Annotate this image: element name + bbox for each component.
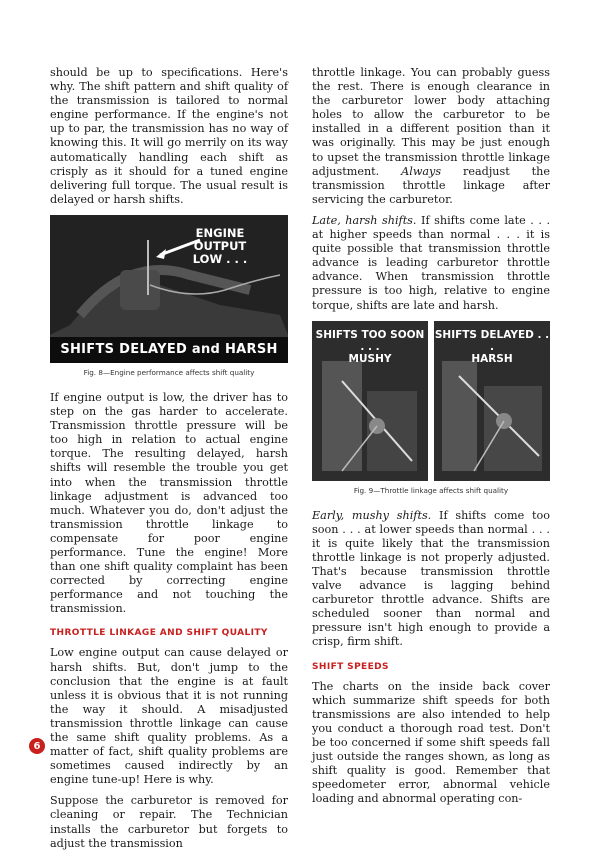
figure-9	[312, 321, 550, 495]
figure-8	[50, 215, 288, 377]
title-line: MUSHY	[348, 352, 392, 365]
emphasis: Early, mushy shifts.	[312, 508, 432, 522]
figure-9-left-title	[312, 329, 428, 365]
callout-line: ENGINE OUTPUT	[193, 225, 247, 253]
paragraph: If engine output is low, the driver has to step on the gas harder to accelerate. Transmission throttle pressure will be too high in relation to actual engine torque. The resulting delayed, harsh shifts will resemble the trouble you get into when the transmission throttle linkage adjustment is advanced too much. Whatever you do, don't adjust the transmission throttle linkage to compensate for poor engine performance. Tune the engine! More than one shift quality complaint has been corrected by correcting engine performance and not touching the transmission.	[50, 390, 288, 616]
figure-9-caption: Fig. 9—Throttle linkage affects shift quality	[353, 485, 509, 495]
figure-9-left-panel	[312, 321, 428, 481]
figure-8-caption: Fig. 8—Engine performance affects shift quality	[83, 367, 255, 377]
paragraph: Suppose the carburetor is removed for cleaning or repair. The Technician installs the carburetor but forgets to adjust the transmission	[50, 794, 288, 850]
figure-9-right-panel	[434, 321, 550, 481]
paragraph	[312, 66, 550, 207]
figure-9-image	[312, 321, 550, 481]
right-column	[312, 66, 550, 813]
section-heading: SHIFT SPEEDS	[312, 661, 389, 672]
text-run: If shifts come late . . . at higher speeds than normal . . . it is quite possible that transmission throttle advance is leading carburetor throttle advance. When transmission throttle pressure is too high, relative to engine torque, shifts are late and harsh.	[312, 213, 550, 312]
emphasis: Always	[401, 164, 442, 178]
paragraph: Low engine output can cause delayed or harsh shifts. But, don't jump to the conclusion that the engine is at fault unless it is obvious that it is not running the way it should. A misadjusted transmission throttle linkage can cause the same shift quality problems. As a matter of fact, shift quality problems are sometimes caused indirectly by an engine tune-up! Here is why.	[50, 646, 288, 787]
emphasis: Late, harsh shifts.	[312, 213, 417, 227]
title-line: SHIFTS TOO SOON . . .	[315, 328, 425, 353]
paragraph	[312, 509, 550, 650]
paragraph: should be up to specifications. Here's why. The shift pattern and shift quality of the transmission is tailored to normal engine performance. If the engine's not up to par, the transmission has no way of knowing this. It will go merrily on its way automatically handling each shift as crisply as it should for a tuned engine delivering full torque. The usual result is delayed or harsh shifts.	[50, 66, 288, 206]
text-run: readjust the transmission throttle linkage after servicing the carburetor.	[312, 164, 550, 206]
banner-text: SHIFTS DELAYED and HARSH	[60, 342, 278, 358]
paragraph	[312, 214, 550, 313]
figure-8-callout	[170, 227, 270, 266]
left-column	[50, 66, 288, 858]
callout-line: LOW . . .	[192, 251, 248, 266]
text-run: If shifts come too soon . . . at lower speeds than normal . . . it is quite likely that the transmission throttle linkage is not properly adjusted. That's because transmission throttle valve advance is lagging behind carburetor throttle advance. Shifts are scheduled sooner than normal and pressure isn't high enough to provide a crisp, firm shift.	[312, 508, 550, 649]
figure-8-image	[50, 215, 288, 363]
figure-9-right-title	[434, 329, 550, 365]
title-line: HARSH	[471, 352, 513, 365]
section-heading: THROTTLE LINKAGE AND SHIFT QUALITY	[50, 628, 268, 639]
figure-8-banner	[50, 337, 288, 363]
title-line: SHIFTS DELAYED . . .	[434, 328, 550, 353]
page-number: 6	[29, 738, 45, 754]
text-run: throttle linkage. You can probably guess the rest. There is enough clearance in the carburetor lower body attaching holes to allow the carburetor to be installed in a different position than it was originally. This may be just enough to upset the transmission throttle linkage adjustment.	[312, 66, 550, 178]
paragraph: The charts on the inside back cover which summarize shift speeds for both transmissions are also intended to help you conduct a thorough road test. Don't be too concerned if some shift speeds fall just outside the ranges shown, as long as shift quality is good. Remember that speedometer error, abnormal vehicle loading and abnormal operating con-	[312, 679, 550, 806]
